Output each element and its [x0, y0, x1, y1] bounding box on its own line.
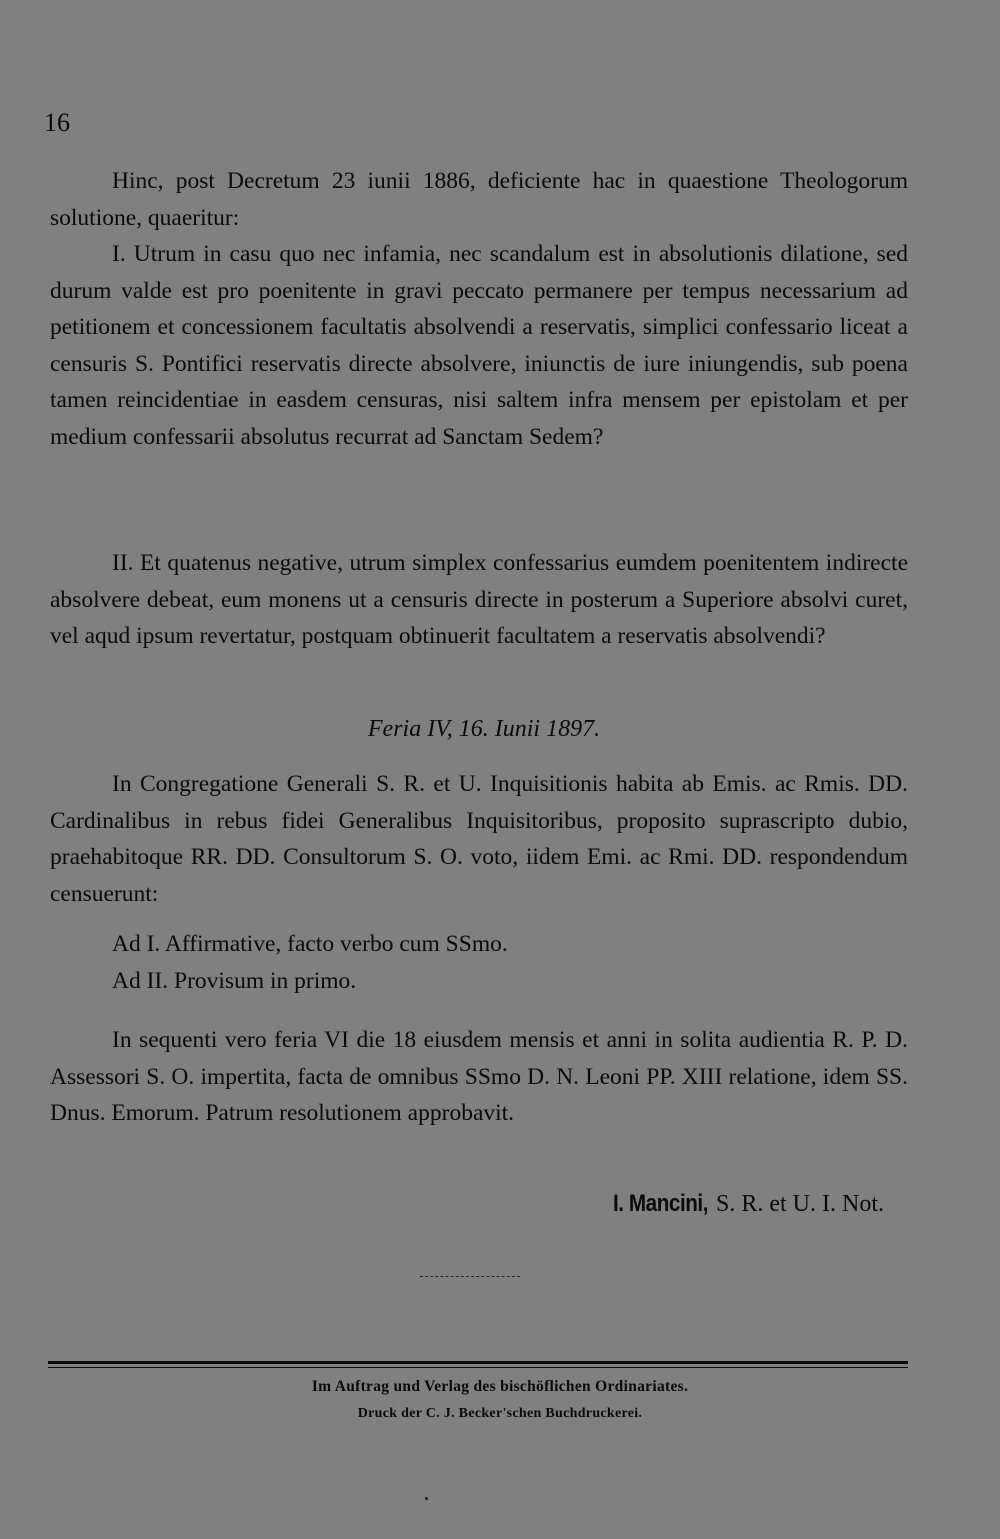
section-divider — [420, 1276, 520, 1277]
congregation-paragraph: In Congregatione Generali S. R. et U. Inquisitionis habita ab Emis. ac Rmis. DD. Cardinalibus in rebus fidei Generalibus Inquisitoribus, proposito suprascripto dubio, praehabitoque RR. DD. Consultorum S. O. voto, iidem Emi. ac Rmi. DD. respondendum censuerunt: — [50, 771, 908, 907]
page-number: 16 — [44, 108, 70, 137]
stray-dot — [425, 1497, 428, 1500]
answer-1-paragraph: Ad I. Affirmative, facto verbo cum SSmo. — [112, 931, 508, 957]
footer-rule-thick — [48, 1361, 908, 1364]
footer-rule-thin — [48, 1367, 908, 1368]
intro-paragraph: Hinc, post Decretum 23 iunii 1886, deficiente hac in quaestione Theologorum solutione, quaeritur: — [50, 168, 908, 231]
date-text: Feria IV, 16. Iunii 1897. — [367, 716, 601, 742]
signature-title: S. R. et U. I. Not. — [716, 1191, 884, 1217]
signature-block — [613, 1186, 884, 1222]
imprint-line-2: Druck der C. J. Becker'schen Buchdruckerei. — [357, 1406, 643, 1421]
question-2-paragraph: II. Et quatenus negative, utrum simplex confessarius eumdem poenitentem indirecte absolvere debeat, eum monens ut a censuris directe in posterum a Superiore absolvi curet, vel aqud ipsum revertatur, postquam obtinuerit facultatem a reservatis absolvendi? — [50, 550, 908, 650]
answer-2-paragraph: Ad II. Provisum in primo. — [112, 968, 357, 994]
signature-name: I. Mancini, — [613, 1190, 709, 1217]
date-line — [0, 711, 1000, 747]
approval-paragraph: In sequenti vero feria VI die 18 eiusdem mensis et anni in solita audientia R. P. D. Assessori S. O. impertita, facta de omnibus SSmo D. N. Leoni PP. XIII relatione, idem SS. Dnus. Emorum. Patrum resolutionem approbavit. — [50, 1027, 908, 1127]
question-1-paragraph: I. Utrum in casu quo nec infamia, nec scandalum est in absolutionis dilatione, sed durum valde est pro poenitente in gravi peccato permanere per tempus necessarium ad petitionem et concessionem facultatis absolvendi a reservatis, simplici confessario liceat a censuris S. Pontifici reservatis directe absolvere, iniunctis de iure iniungendis, sub poena tamen reincidentiae in easdem censuras, nisi saltem infra mensem per epistolam et per medium confessarii absolutus recurrat ad Sanctam Sedem? — [50, 241, 908, 450]
imprint-line-1: Im Auftrag und Verlag des bischöflichen Ordinariates. — [311, 1378, 689, 1395]
